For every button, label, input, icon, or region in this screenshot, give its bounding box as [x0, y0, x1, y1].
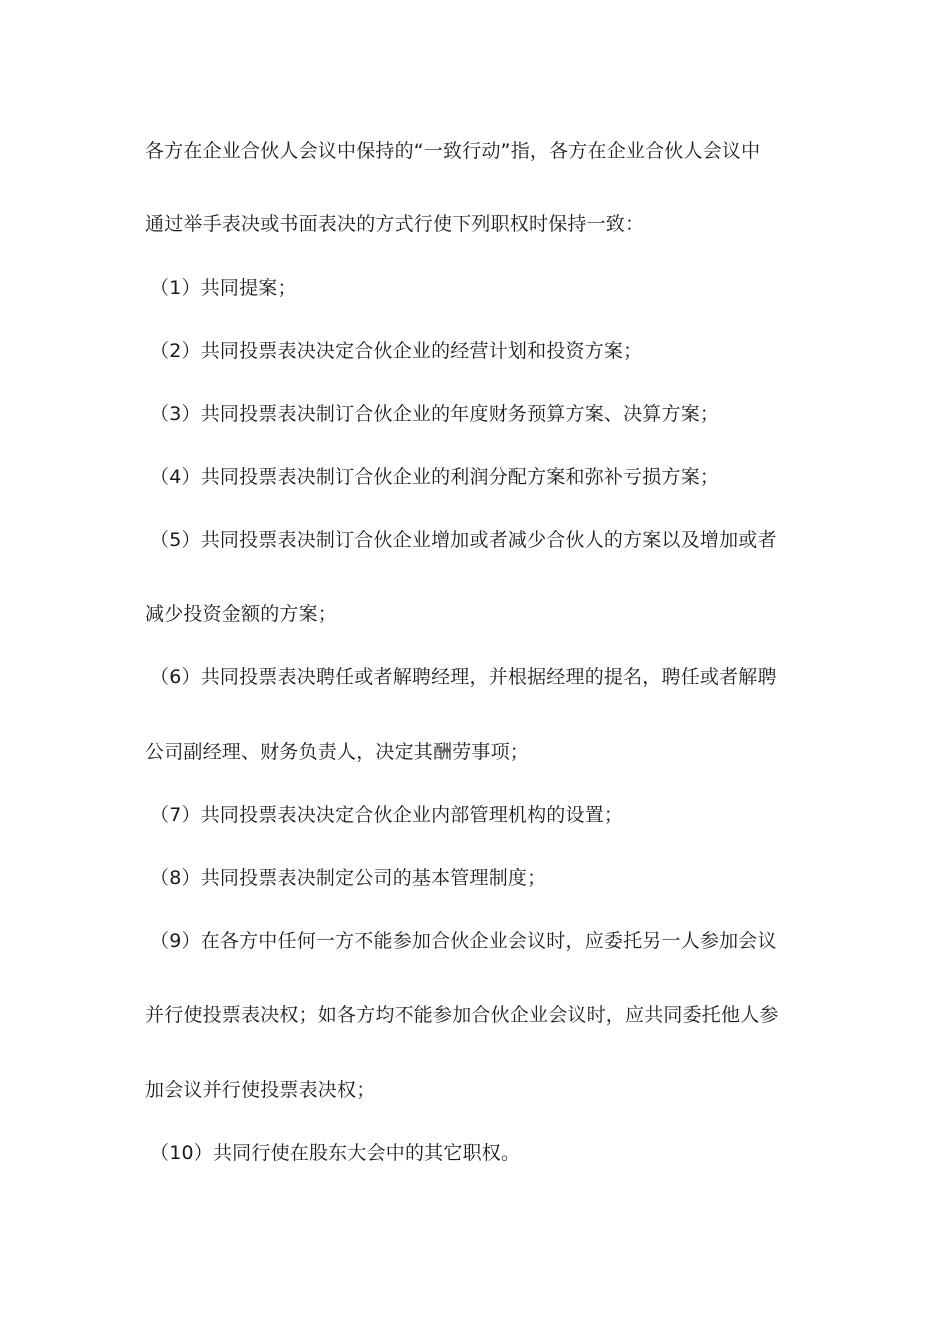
list-item: （3）共同投票表决制订合伙企业的年度财务预算方案、决算方案； — [150, 403, 720, 425]
list-item: （8）共同投票表决制定公司的基本管理制度； — [150, 867, 547, 889]
list-item: （6）共同投票表决聘任或者解聘经理，并根据经理的提名，聘任或者解聘 — [150, 666, 777, 688]
paragraph-line: 通过举手表决或书面表决的方式行使下列职权时保持一致： — [145, 213, 645, 235]
list-item: （2）共同投票表决决定合伙企业的经营计划和投资方案； — [150, 340, 643, 362]
list-item: （1）共同提案； — [150, 277, 297, 299]
list-item: （5）共同投票表决制订合伙企业增加或者减少合伙人的方案以及增加或者 — [150, 529, 777, 551]
list-item-continuation: 加会议并行使投票表决权； — [145, 1079, 376, 1101]
list-item: （4）共同投票表决制订合伙企业的利润分配方案和弥补亏损方案； — [150, 466, 720, 488]
list-item-continuation: 并行使投票表决权；如各方均不能参加合伙企业会议时，应共同委托他人参 — [145, 1004, 779, 1026]
list-item: （10）共同行使在股东大会中的其它职权。 — [150, 1142, 521, 1164]
list-item: （7）共同投票表决决定合伙企业内部管理机构的设置； — [150, 804, 624, 826]
paragraph-line: 各方在企业合伙人会议中保持的“一致行动”指，各方在企业合伙人会议中 — [145, 140, 761, 162]
list-item-continuation: 公司副经理、财务负责人，决定其酬劳事项； — [145, 741, 530, 763]
list-item-continuation: 减少投资金额的方案； — [145, 603, 338, 625]
list-item: （9）在各方中任何一方不能参加合伙企业会议时，应委托另一人参加会议 — [150, 930, 777, 952]
